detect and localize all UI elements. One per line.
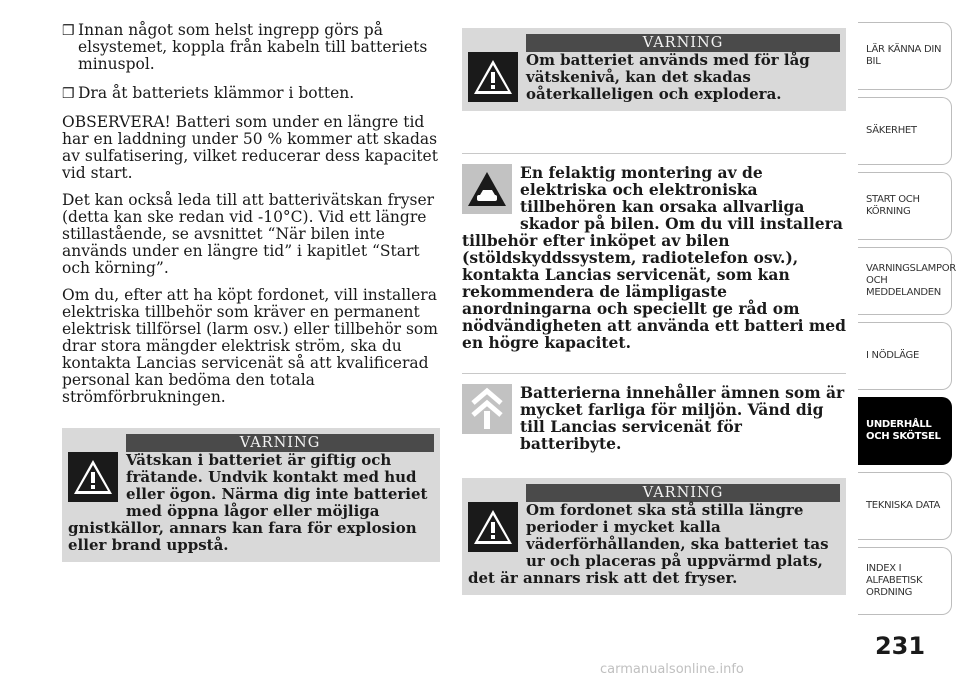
warning-text: Om batteriet används med för låg vätskenivå, kan det skadas oåterkalleligen och explodera. xyxy=(526,51,810,103)
chapter-sidebar xyxy=(858,22,956,622)
tab-sakerhet[interactable]: SÄKERHET xyxy=(858,97,952,165)
warning-triangle-icon xyxy=(68,452,118,502)
note-environment: Batterierna innehåller ämnen som är mycket farliga för miljön. Vänd dig till Lancias servicenät för batteribyte. xyxy=(462,384,846,452)
warning-text: Vätskan i batteriet är giftig och frätande. Undvik kontakt med hud eller ögon. Närma dig inte batteriet med öppna lågor eller möjliga gnistkällor, annars kan fara för explosion eller brand uppstå. xyxy=(68,451,428,554)
tab-i-nodlage[interactable]: I NÖDLÄGE xyxy=(858,322,952,390)
tab-underhall-och-skotsel[interactable]: UNDERHÅLL OCH SKÖTSEL xyxy=(858,397,952,465)
warning-triangle-icon xyxy=(468,52,518,102)
warning-box-acid xyxy=(62,428,440,562)
middle-column xyxy=(462,28,846,595)
checkbox-bullet-icon: ❒ xyxy=(62,23,75,39)
warning-box-cold xyxy=(462,478,846,595)
warning-heading: VARNING xyxy=(126,434,434,452)
tab-tekniska-data[interactable]: TEKNISKA DATA xyxy=(858,472,952,540)
paragraph-freeze: Det kan också leda till att batterivätskan fryser (detta kan ske redan vid -10°C). Vid ett längre stillastående, se avsnittet “När bilen inte används under en längre tid” i kapitlet “Start och körning”. xyxy=(62,191,435,277)
tab-varningslampor[interactable]: VARNINGSLAMPOR OCH MEDDELANDEN xyxy=(858,247,952,315)
tab-lar-kanna-din-bil[interactable]: LÄR KÄNNA DIN BIL xyxy=(858,22,952,90)
warning-triangle-icon xyxy=(468,502,518,552)
divider xyxy=(462,373,846,374)
paragraph-accessories: Om du, efter att ha köpt fordonet, vill installera elektriska tillbehör som kräver en permanent elektrisk tillförsel (larm osv.) eller tillbehör som drar stora mängder elektrisk ström, ska du kontakta Lancias servicenät så att kvalificerad personal kan bedöma den totala strömförbrukningen. xyxy=(62,286,438,406)
car-warning-icon xyxy=(462,164,512,214)
recycle-chevron-icon xyxy=(462,384,512,434)
warning-heading: VARNING xyxy=(526,34,840,52)
bullet-item: ❒ Innan något som helst ingrepp görs på elsystemet, koppla från kabeln till batteriets minuspol. xyxy=(62,21,428,73)
divider xyxy=(462,153,846,154)
page-number: 231 xyxy=(874,632,926,660)
tab-start-och-korning[interactable]: START OCH KÖRNING xyxy=(858,172,952,240)
paragraph-observera: OBSERVERA! Batteri som under en längre tid har en laddning under 50 % kommer att skadas av sulfatisering, vilket reducerar dess kapacitet vid start. xyxy=(62,113,438,182)
tab-index[interactable]: INDEX I ALFABETISK ORDNING xyxy=(858,547,952,615)
left-column xyxy=(62,22,440,562)
checkbox-bullet-icon: ❒ xyxy=(62,86,75,102)
warning-text: Om fordonet ska stå stilla längre perioder i mycket kalla väderförhållanden, ska batteriet tas ur och placeras på uppvärmd plats, det är annars risk att det fryser. xyxy=(468,501,829,587)
note-accessories: En felaktig montering av de elektriska och elektroniska tillbehören kan orsaka allvarliga skador på bilen. Om du vill installera tillbehör efter inköpet av bilen (stöldskyddssystem, radiotelefon osv.), kontakta Lancias servicenät, som kan rekommendera de lämpligaste anordningarna och speciellt ge råd om nödvändigheten att använda ett batteri med en högre kapacitet. xyxy=(462,163,847,352)
warning-heading: VARNING xyxy=(526,484,840,502)
warning-box-low-level xyxy=(462,28,846,111)
watermark: carmanualsonline.info xyxy=(600,662,744,677)
bullet-item: ❒ Dra åt batteriets klämmor i botten. xyxy=(62,84,355,102)
